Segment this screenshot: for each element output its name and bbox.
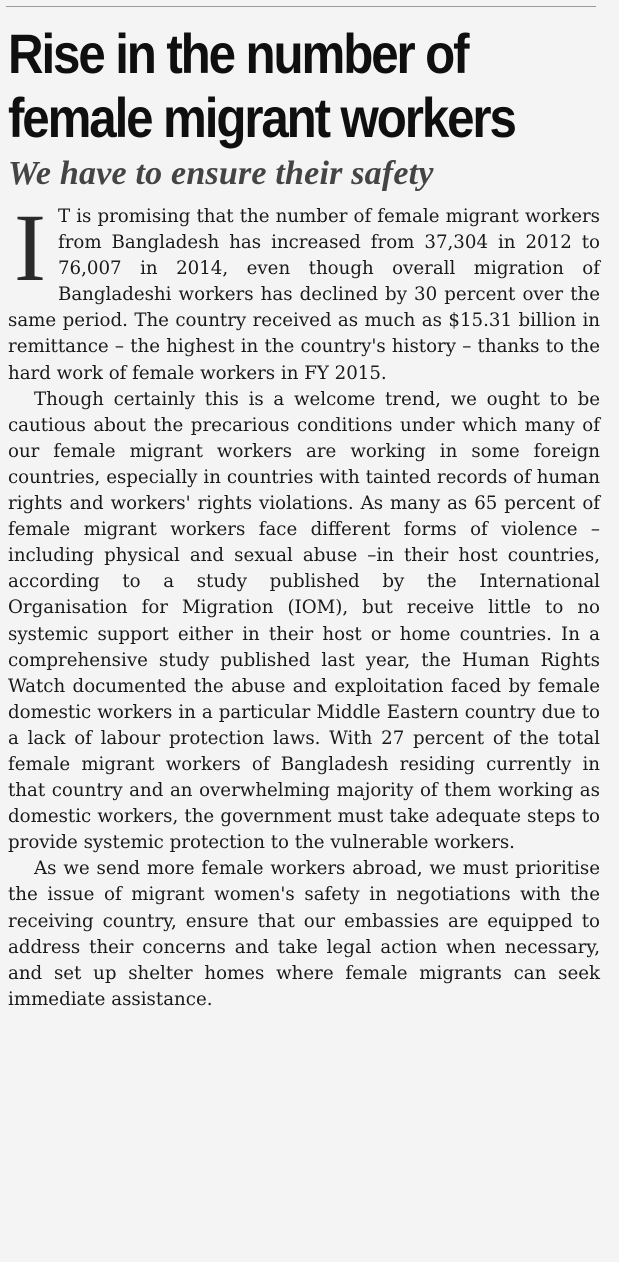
headline (8, 22, 606, 150)
paragraph-2: Though certainly this is a welcome trend, we ought to be cautious about the precarious conditions under which many of our female migrant workers are working in some foreign countries, especially in countries with tainted records of human rights and workers' rights violations. As many as 65 percent of female migrant workers face different forms of violence – including physical and sexual abuse –in their host countries, according to a study published by the International Organisation for Migration (IOM), but receive little to no systemic support either in their host or home countries. In a comprehensive study published last year, the Human Rights Watch documented the abuse and exploitation faced by female domestic workers in a particular Middle Eastern country due to a lack of labour protection laws. With 27 percent of the total female migrant workers of Bangladesh residing currently in that country and an overwhelming majority of them working as domestic workers, the government must take adequate steps to provide systemic protection to the vulnerable workers. (8, 388, 600, 854)
paragraph-1 (8, 194, 600, 387)
editorial-article (8, 22, 600, 1013)
paragraph-1-text: T is promising that the number of female migrant workers from Bangladesh has increased from 37,304 in 2012 to 76,007 in 2014, even though overall migration of Bangladeshi workers has declined by 30 percent over the same period. The country received as much as $15.31 billion in remittance – the highest in the country's history – thanks to the hard work of female workers in FY 2015. (8, 206, 600, 384)
top-rule (6, 6, 596, 7)
drop-cap: I (14, 194, 46, 301)
headline-line-2: female migrant workers (8, 86, 515, 149)
headline-line-1: Rise in the number of (8, 22, 468, 85)
paragraph-3: As we send more female workers abroad, we must prioritise the issue of migrant women's safety in negotiations with the receiving country, ensure that our embassies are equipped to address their concerns and take legal action when necessary, and set up shelter homes where female migrants can seek immediate assistance. (8, 858, 600, 1010)
subheadline: We have to ensure their safety (8, 155, 434, 192)
article-body (8, 194, 600, 1013)
